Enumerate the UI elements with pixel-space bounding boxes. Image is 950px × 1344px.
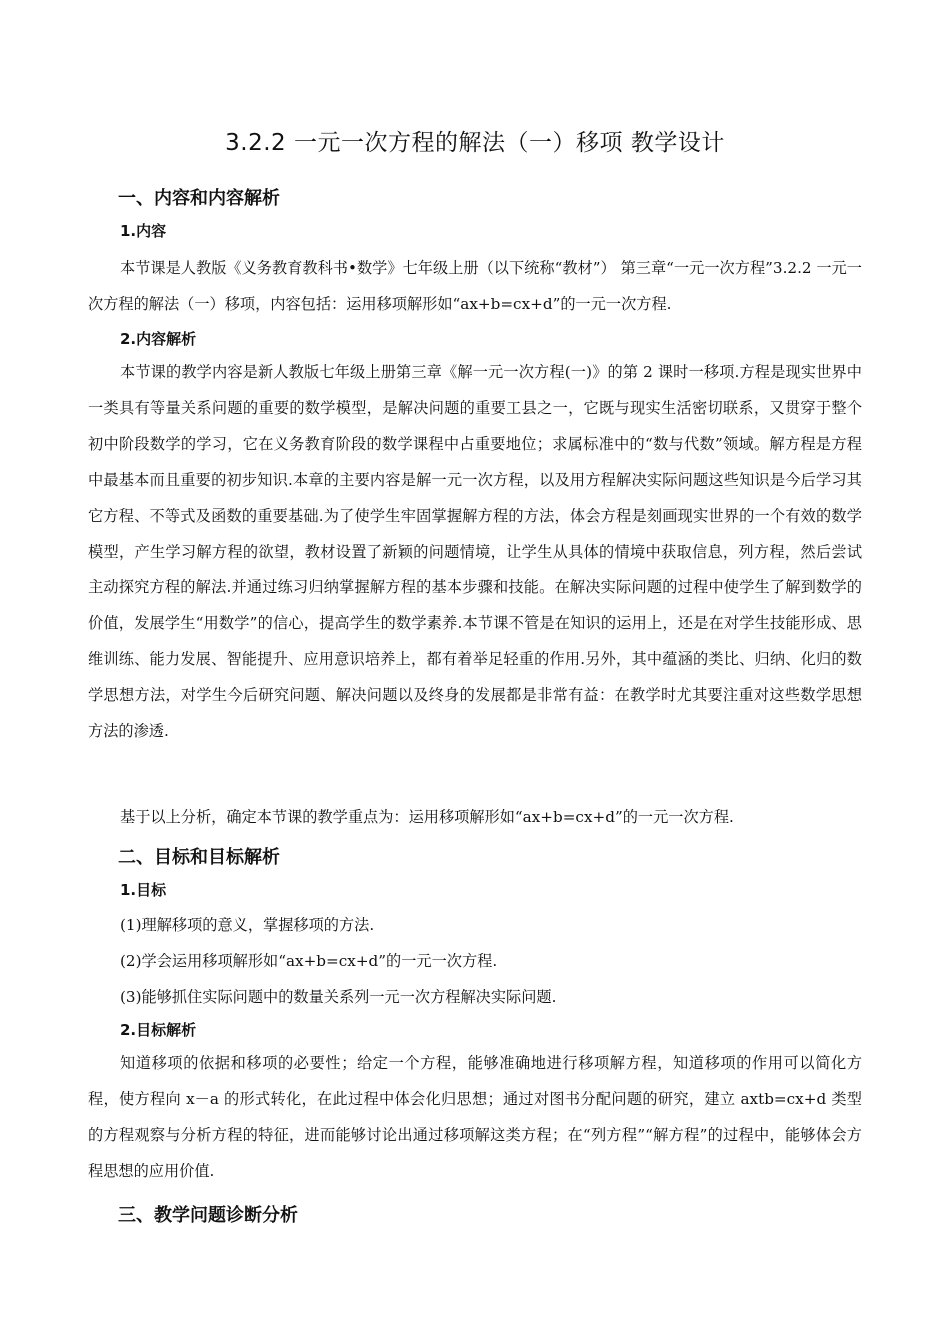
section-heading-content: 一、内容和内容解析 bbox=[118, 188, 280, 209]
section-heading-diagnosis: 三、教学问题诊断分析 bbox=[118, 1205, 298, 1226]
subheading-goals: 1.目标 bbox=[120, 881, 167, 899]
goal-item-1: (1)理解移项的意义，掌握移项的方法. bbox=[120, 916, 375, 934]
goal-item-2: (2)学会运用移项解形如“ax+b=cx+d”的一元一次方程. bbox=[120, 952, 498, 970]
subheading-goal-analysis: 2.目标解析 bbox=[120, 1021, 197, 1039]
subheading-content-analysis: 2.内容解析 bbox=[120, 330, 197, 348]
content-analysis-paragraph: 本节课的教学内容是新人教版七年级上册第三章《解一元一次方程(一)》的第 2 课时一移项.方程是现实世界中一类具有等量关系问题的重要的数学模型，是解决问题的重要工县之一，它既与现实生活密切联系，又贯穿于整个初中阶段数学的学习，它在义务教育阶段的数学课程中占重要地位；求属标准中的“数与代数”领域。解方程是方程中最基本而且重要的初步知识.本章的主要内容是解一元一次方程，以及用方程解决实际问题这些知识是今后学习其它方程、不等式及函数的重要基础.为了使学生牢固掌握解方程的方法，体会方程是刻画现实世界的一个有效的数学模型，产生学习解方程的欲望，教材设置了新颖的问题情境，让学生从具体的情境中获取信息，列方程，然后尝试主动探究方程的解法.并通过练习归纳掌握解方程的基本步骤和技能。在解决实际问题的过程中使学生了解到数学的价值，发展学生“用数学”的信心，提高学生的数学素养.本节课不管是在知识的运用上，还是在对学生技能形成、思维训练、能力发展、智能提升、应用意识培养上，都有着举足轻重的作用.另外，其中蕴涵的类比、归纳、化归的数学思想方法，对学生今后研究问题、解决问题以及终身的发展都是非常有益：在教学时尤其要注重对这些数学思想方法的渗透. bbox=[88, 363, 862, 741]
key-point-paragraph: 基于以上分析，确定本节课的教学重点为：运用移项解形如“ax+b=cx+d”的一元一次方程. bbox=[120, 808, 734, 826]
goal-analysis-paragraph: 知道移项的依据和移项的必要性；给定一个方程，能够准确地进行移项解方程，知道移项的作用可以简化方程，使方程向 x－a 的形式转化，在此过程中体会化归思想；通过对图书分配问题的研究，建立 axtb=cx+d 类型的方程观察与分析方程的特征，进而能够讨论出通过移项解这类方程；在“列方程”“解方程”的过程中，能够体会方程思想的应用价值. bbox=[88, 1054, 862, 1180]
document-title: 3.2.2 一元一次方程的解法（一）移项 教学设计 bbox=[225, 130, 725, 156]
content-paragraph: 本节课是人教版《义务教育教科书•数学》七年级上册（以下统称“教材”） 第三章“一元一次方程”3.2.2 一元一次方程的解法（一）移项，内容包括：运用移项解形如“ax+b=cx+d”的一元一次方程. bbox=[88, 259, 862, 313]
section-heading-goals: 二、目标和目标解析 bbox=[118, 847, 280, 868]
subheading-content: 1.内容 bbox=[120, 222, 167, 240]
goal-item-3: (3)能够抓住实际问题中的数量关系列一元一次方程解决实际问题. bbox=[120, 988, 557, 1006]
